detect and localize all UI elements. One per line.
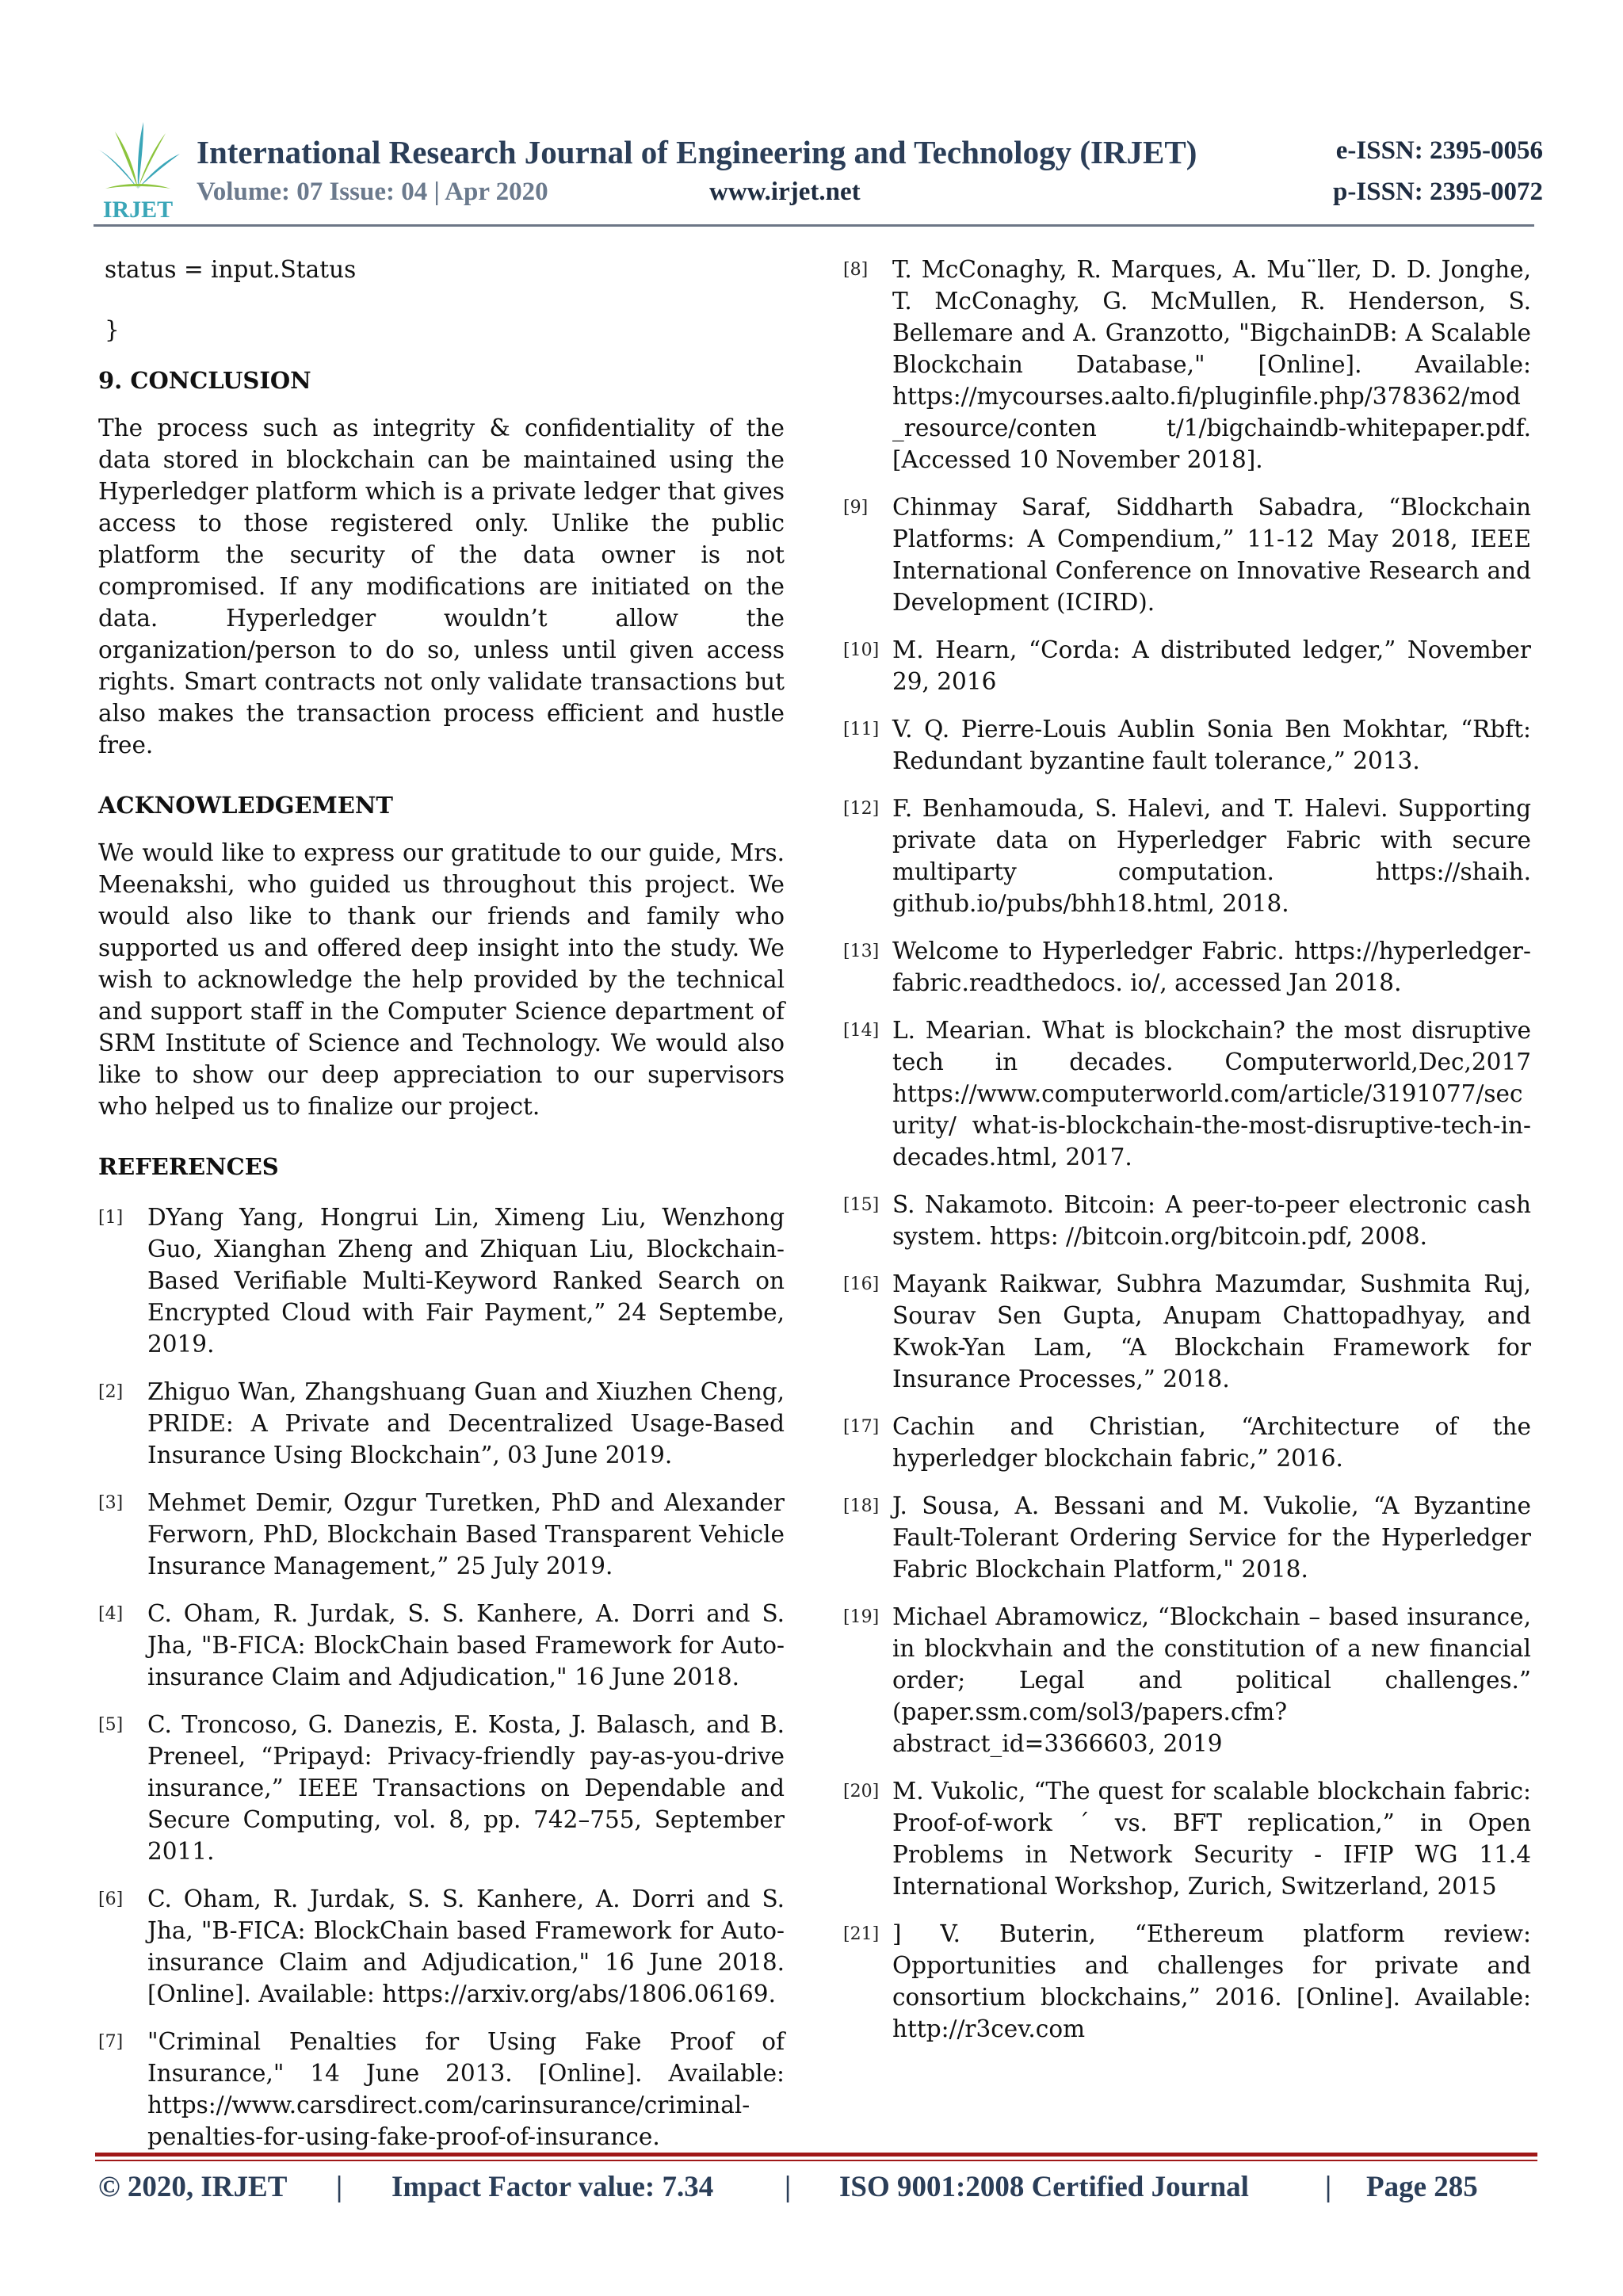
journal-title: International Research Journal of Engineering and Technology (IRJET) [197,134,1197,170]
reference-text: S. Nakamoto. Bitcoin: A peer-to-peer electronic cash system. https: //bitcoin.org/bitcoin.pdf, 2008. [892,1191,1531,1250]
reference-item [843,713,1531,777]
reference-number: [5] [98,1715,124,1735]
reference-number: [11] [843,720,880,739]
reference-item [843,634,1531,697]
reference-text: V. Q. Pierre-Louis Aublin Sonia Ben Mokhtar, “Rbft: Redundant byzantine fault tolerance,” 2013. [892,716,1531,774]
journal-website: www.irjet.net [709,178,861,206]
conclusion-paragraph: The process such as integrity & confidentiality of the data stored in blockchain can be maintained using the Hyperledger platform which is a private ledger that gives access to those registered only. Unlike the public platform the security of the data owner is not compromised. If any modifications are initiated on the data. Hyperledger wouldn’t allow the organization/person to do so, unless until given access rights. Smart contracts not only validate transactions but also makes the transaction process efficient and hustle free. [98,415,785,758]
reference-number: [20] [843,1782,880,1801]
reference-number: [16] [843,1274,880,1294]
acknowledgement-paragraph: We would like to express our gratitude to our guide, Mrs. Meenakshi, who guided us throughout this project. We would also like to thank our friends and family who supported us and offered deep insight into the study. We wish to acknowledge the help provided by the technical and support staff in the Computer Science department of SRM Institute of Science and Technology. We would also like to show our deep appreciation to our supervisors who helped us to finalize our project. [98,839,785,1120]
reference-item [98,1598,785,1693]
reference-number: [17] [843,1417,880,1437]
reference-item [843,1268,1531,1395]
reference-item [843,491,1531,618]
reference-number: [1] [98,1208,124,1228]
right-column [843,254,1531,2061]
reference-number: [9] [843,498,869,518]
reference-text: T. McConaghy, R. Marques, A. Mu¨ller, D. D. Jonghe, T. McConaghy, G. McMullen, R. Henderson, S. Bellemare and A. Granzotto, "BigchainDB: A Scalable Blockchain Database," [Online]. Available: https://mycourses.aalto.fi/pluginfile.php/378362/mod_resource/conten t/1/bigchaindb-whitepaper.pdf. [Accessed 10 November 2018]. [892,256,1531,473]
reference-number: [14] [843,1021,880,1041]
page-footer [98,2170,1541,2210]
reference-number: [19] [843,1607,880,1627]
reference-number: [4] [98,1604,124,1624]
reference-text: Welcome to Hyperledger Fabric. https://hyperledger-fabric.readthedocs. io/, accessed Jan 2018. [892,938,1531,996]
reference-item [843,1775,1531,1902]
reference-number: [12] [843,799,880,819]
reference-text: J. Sousa, A. Bessani and M. Vukolie, “A Byzantine Fault-Tolerant Ordering Service for the Hyperledger Fabric Blockchain Platform," 2018. [892,1492,1531,1583]
reference-text: Chinmay Saraf, Siddharth Sabadra, “Blockchain Platforms: A Compendium,” 11-12 May 2018, IEEE International Conference on Innovative Research and Development (ICIRD). [892,494,1531,616]
footer-separator: | [785,2171,792,2203]
reference-item [98,1709,785,1867]
code-brace: } [105,316,120,343]
footer-copyright: © 2020, IRJET [98,2171,288,2203]
reference-item [98,2026,785,2153]
reference-text: F. Benhamouda, S. Halevi, and T. Halevi. Supporting private data on Hyperledger Fabric with secure multiparty computation. https://shaih. github.io/pubs/bhh18.html, 2018. [892,795,1531,917]
reference-item [843,1411,1531,1474]
header-divider [94,224,1534,227]
irjet-logo [91,116,185,223]
acknowledgement-heading: ACKNOWLEDGEMENT [98,792,393,819]
reference-text: C. Troncoso, G. Danezis, E. Kosta, J. Balasch, and B. Preneel, “Pripayd: Privacy-friendly pay-as-you-drive insurance,” IEEE Transactions on Dependable and Secure Computing, vol. 8, pp. 742–755, September 2011. [147,1711,785,1865]
page-header [91,109,1543,228]
reference-item [843,793,1531,919]
reference-item [843,1189,1531,1252]
references-heading: REFERENCES [98,1153,279,1180]
footer-iso: ISO 9001:2008 Certified Journal [839,2171,1249,2203]
footer-divider-thin [95,2160,1537,2161]
e-issn: e-ISSN: 2395-0056 [1335,136,1543,165]
reference-text: Zhiguo Wan, Zhangshuang Guan and Xiuzhen Cheng, PRIDE: A Private and Decentralized Usage-Based Insurance Using Blockchain”, 03 June 2019. [147,1378,785,1469]
reference-number: [21] [843,1924,880,1944]
reference-item [98,1201,785,1360]
reference-item [843,254,1531,476]
reference-text: M. Vukolic, “The quest for scalable blockchain fabric: Proof-of-work ´ vs. BFT replication,” in Open Problems in Network Security - IFIP WG 11.4 International Workshop, Zurich, Switzerland, 2015 [892,1778,1531,1900]
reference-text: C. Oham, R. Jurdak, S. S. Kanhere, A. Dorri and S. Jha, "B-FICA: BlockChain based Framework for Auto-insurance Claim and Adjudication," 16 June 2018. [Online]. Available: https://arxiv.org/abs/1806.06169. [147,1885,785,2008]
reference-item [98,1883,785,2010]
conclusion-heading: 9. CONCLUSION [98,367,311,394]
p-issn: p-ISSN: 2395-0072 [1333,178,1543,206]
reference-number: [13] [843,942,880,961]
footer-separator: | [1325,2171,1332,2203]
reference-number: [2] [98,1382,124,1402]
reference-text: Mehmet Demir, Ozgur Turetken, PhD and Alexander Ferworn, PhD, Blockchain Based Transparent Vehicle Insurance Management,” 25 July 2019. [147,1489,785,1580]
reference-text: L. Mearian. What is blockchain? the most disruptive tech in decades. Computerworld,Dec,2017 https://www.computerworld.com/article/3191077/security/ what-is-blockchain-the-most-disruptive-tech-in-decades.html, 2017. [892,1017,1531,1171]
reference-item [98,1376,785,1471]
footer-page-number: Page 285 [1366,2171,1478,2203]
reference-number: [3] [98,1493,124,1513]
reference-text: Mayank Raikwar, Subhra Mazumdar, Sushmita Ruj, Sourav Sen Gupta, Anupam Chattopadhyay, and Kwok-Yan Lam, “A Blockchain Framework for Insurance Processes,” 2018. [892,1270,1531,1392]
reference-text: DYang Yang, Hongrui Lin, Ximeng Liu, Wenzhong Guo, Xianghan Zheng and Zhiquan Liu, Blockchain-Based Verifiable Multi-Keyword Ranked Search on Encrypted Cloud with Fair Payment,” 24 Septembe, 2019. [147,1204,785,1358]
footer-separator: | [336,2171,343,2203]
reference-number: [10] [843,640,880,660]
reference-item [98,1487,785,1582]
reference-item [843,935,1531,999]
svg-text:IRJET: IRJET [102,197,174,223]
reference-item [843,1918,1531,2045]
footer-divider-thick [95,2153,1537,2157]
reference-number: [7] [98,2032,124,2052]
reference-text: C. Oham, R. Jurdak, S. S. Kanhere, A. Dorri and S. Jha, "B-FICA: BlockChain based Framework for Auto-insurance Claim and Adjudication," 16 June 2018. [147,1600,785,1690]
left-column [98,254,785,2168]
reference-item [843,1014,1531,1173]
reference-item [843,1490,1531,1585]
reference-number: [8] [843,260,869,280]
reference-number: [18] [843,1496,880,1516]
reference-number: [6] [98,1889,124,1909]
reference-item [843,1601,1531,1759]
reference-number: [15] [843,1195,880,1215]
reference-text: Michael Abramowicz, “Blockchain – based insurance, in blockvhain and the constitution of a new financial order; Legal and political challenges.” (paper.ssm.com/sol3/papers.cfm?abstract_id=3366603, 2019 [892,1603,1531,1757]
footer-impact-factor: Impact Factor value: 7.34 [391,2171,714,2203]
volume-issue: Volume: 07 Issue: 04 | Apr 2020 [197,178,548,206]
reference-text: Cachin and Christian, “Architecture of the hyperledger blockchain fabric,” 2016. [892,1413,1531,1472]
code-line: status = input.Status [105,256,357,283]
reference-text: M. Hearn, “Corda: A distributed ledger,” November 29, 2016 [892,636,1531,695]
reference-text: "Criminal Penalties for Using Fake Proof of Insurance," 14 June 2013. [Online]. Available: https://www.carsdirect.com/carinsurance/criminal-penalties-for-using-fake-proof-of-insurance. [147,2028,785,2150]
reference-text: ] V. Buterin, “Ethereum platform review: Opportunities and challenges for private and consortium blockchains,” 2016. [Online]. Available: http://r3cev.com [892,1920,1531,2042]
